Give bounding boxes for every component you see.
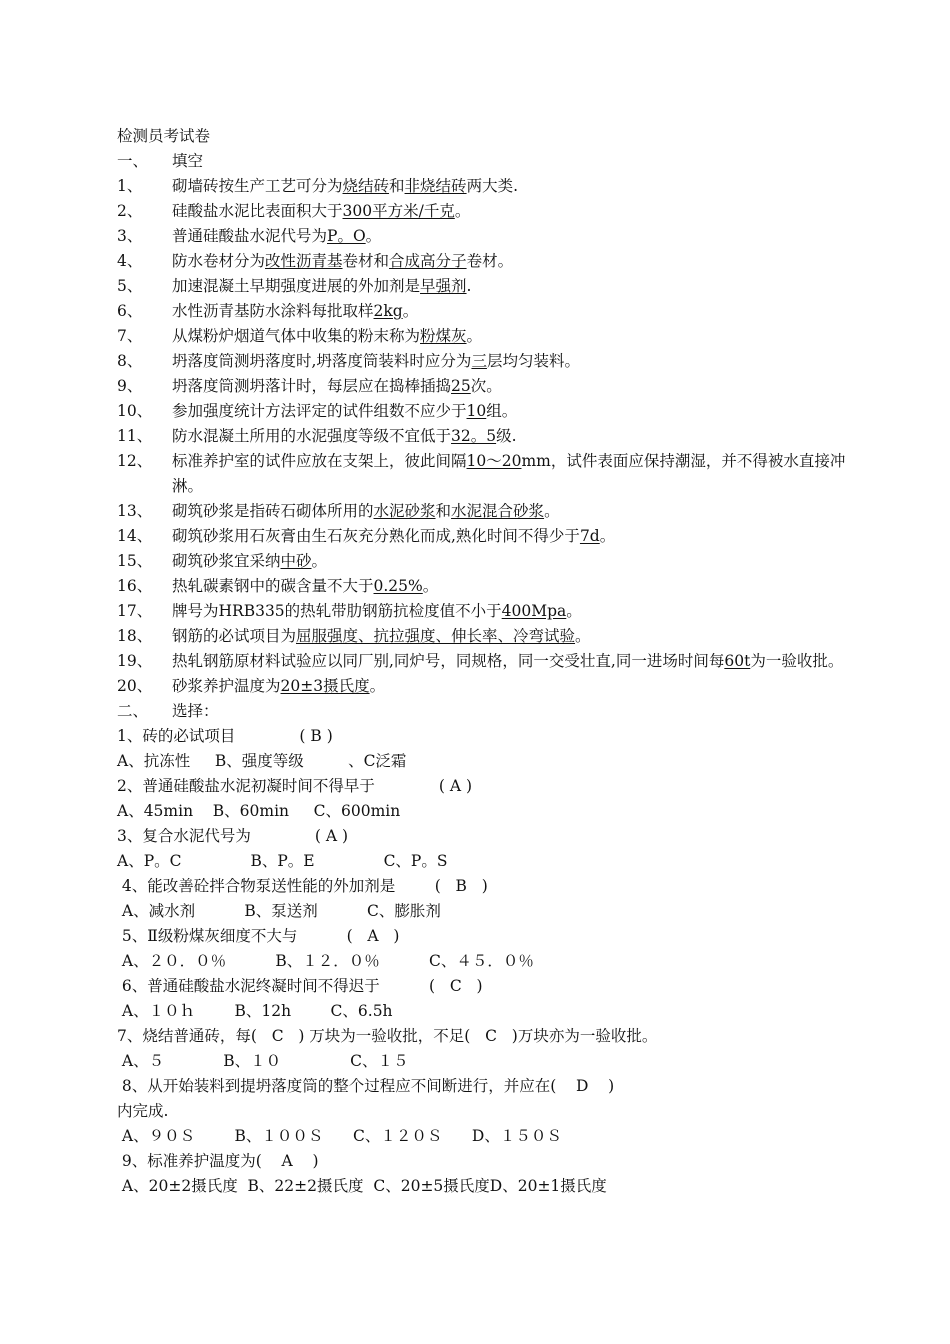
section-number: 二、: [117, 702, 149, 720]
question-fragment: 标准养护室的试件应放在支架上，彼此间隔: [172, 452, 467, 470]
question-fragment: 硅酸盐水泥比表面积大于: [172, 202, 343, 220]
fill-in-question: [117, 624, 847, 649]
answer-text: 粉煤灰: [420, 327, 467, 345]
answer-text: 400Mpa: [501, 602, 567, 620]
choice-options: A、45min B、60min C、600min: [117, 802, 401, 820]
question-text: [172, 349, 847, 374]
question-fragment: 卷材。: [466, 252, 514, 270]
section-choice-heading: [117, 699, 847, 724]
answer-text: 水泥混合砂浆: [451, 502, 545, 520]
answer-text: 合成高分子: [389, 252, 467, 270]
question-number: 12、: [117, 452, 153, 470]
fill-in-question: [117, 374, 847, 399]
question-fragment: 次。: [470, 377, 502, 395]
choice-options: A、９０Ｓ B、１００Ｓ C、１２０Ｓ D、１５０Ｓ: [117, 1127, 562, 1145]
question-fragment: 水性沥青基防水涂料每批取样: [172, 302, 374, 320]
question-text: [172, 649, 847, 674]
section-number: 一、: [117, 152, 149, 170]
fill-in-question: [117, 399, 847, 424]
question-fragment: 普通硅酸盐水泥代号为: [172, 227, 328, 245]
question-number: 16、: [117, 577, 153, 595]
question-number: 1、: [117, 177, 143, 195]
question-text: [172, 199, 847, 224]
question-fragment: 砂浆养护温度为: [172, 677, 281, 695]
answer-text: 300平方米/千克: [342, 202, 455, 220]
choice-options: A、抗冻性 B、强度等级 、C泛霜: [117, 752, 407, 770]
fill-in-question: [117, 674, 847, 699]
fill-in-question: [117, 524, 847, 549]
question-text: [172, 599, 847, 624]
answer-text: 25: [451, 377, 471, 395]
question-text: [172, 324, 847, 349]
question-fragment: 砌墙砖按生产工艺可分为: [172, 177, 343, 195]
question-fragment: 和: [389, 177, 405, 195]
question-number: 3、: [117, 227, 143, 245]
question-number: 11、: [117, 427, 153, 445]
choice-question: 6、普通硅酸盐水泥终凝时间不得迟于 ( C ): [117, 977, 483, 995]
question-number: 20、: [117, 677, 153, 695]
choice-options: A、20±2摄氏度 B、22±2摄氏度 C、20±5摄氏度D、20±1摄氏度: [117, 1177, 607, 1195]
choice-question: 8、从开始装料到提坍落度筒的整个过程应不间断进行，并应在( D ): [117, 1077, 615, 1095]
question-number: 13、: [117, 502, 153, 520]
question-fragment: 。: [365, 227, 382, 245]
question-text: [172, 574, 847, 599]
fill-in-question: [117, 299, 847, 324]
question-fragment: 坍落度筒测坍落计时，每层应在捣棒插捣: [172, 377, 452, 395]
question-number: 15、: [117, 552, 153, 570]
choice-question: 1、砖的必试项目 ( B ): [117, 727, 333, 745]
question-fragment: 。: [566, 602, 582, 620]
section-label: 选择：: [172, 702, 219, 720]
answer-text: 屈服强度、抗拉强度、伸长率、冷弯试验: [296, 627, 576, 645]
question-fragment: 。: [422, 577, 439, 595]
answer-text: 水泥砂浆: [373, 502, 436, 520]
choice-options: A、５ B、１０ C、１５: [117, 1052, 409, 1070]
question-text: [172, 524, 847, 549]
question-number: 2、: [117, 202, 143, 220]
fill-in-question: [117, 549, 847, 574]
fill-in-question: [117, 224, 847, 249]
fill-in-question: [117, 574, 847, 599]
answer-text: 非烧结砖: [404, 177, 467, 195]
question-text: [172, 374, 847, 399]
question-fragment: 钢筋的必试项目为: [172, 627, 297, 645]
question-fragment: 牌号为HRB335的热轧带肋钢筋抗检度值不小于: [172, 602, 502, 620]
answer-text: 2kg: [373, 302, 403, 320]
question-fragment: 参加强度统计方法评定的试件组数不应少于: [172, 402, 467, 420]
question-fragment: 。: [466, 327, 483, 345]
answer-text: 10～20: [466, 452, 522, 470]
question-number: 7、: [117, 327, 143, 345]
choice-options: A、２０．０％ B、１２．０％ C、４５．０％: [117, 952, 534, 970]
question-fragment: 为一验收批。: [750, 652, 844, 670]
choice-question: 9、标准养护温度为( A ): [117, 1152, 319, 1170]
question-fragment: 卷材和: [342, 252, 390, 270]
answer-text: 10: [466, 402, 487, 420]
answer-text: 60t: [724, 652, 751, 670]
answer-text: 20±3摄氏度: [280, 677, 370, 695]
choice-question: 4、能改善砼拌合物泵送性能的外加剂是 ( B ): [117, 877, 488, 895]
question-text: [172, 249, 847, 274]
question-fragment: 级.: [496, 427, 517, 445]
question-text: [172, 549, 847, 574]
question-text: [172, 674, 847, 699]
answer-text: P。O: [327, 227, 366, 245]
question-fragment: 。: [369, 677, 386, 695]
answer-text: 32。5: [451, 427, 497, 445]
question-fragment: .: [466, 277, 472, 295]
question-text: [172, 399, 847, 424]
choice-question: 7、烧结普通砖，每( C ) 万块为一验收批，不足( C )万块亦为一验收批。: [117, 1027, 658, 1045]
question-fragment: 加速混凝土早期强度进展的外加剂是: [172, 277, 421, 295]
question-text: [172, 624, 847, 649]
answer-text: 中砂: [280, 552, 312, 570]
question-fragment: 。: [454, 202, 471, 220]
question-number: 10、: [117, 402, 153, 420]
question-fragment: 砌筑砂浆宜采纳: [172, 552, 281, 570]
question-number: 9、: [117, 377, 143, 395]
question-fragment: 。: [311, 552, 328, 570]
question-number: 5、: [117, 277, 143, 295]
question-text: [172, 424, 847, 449]
question-text: [172, 449, 847, 499]
question-fragment: 砌筑砂浆用石灰膏由生石灰充分熟化而成,熟化时间不得少于: [172, 527, 580, 545]
fill-in-question: [117, 599, 847, 624]
fill-in-question: [117, 449, 847, 499]
answer-text: 三: [471, 352, 487, 370]
choice-question: 3、复合水泥代号为 ( A ): [117, 827, 349, 845]
question-number: 6、: [117, 302, 143, 320]
question-number: 14、: [117, 527, 153, 545]
choice-options: A、P。C B、P。E C、P。S: [117, 852, 448, 870]
answer-text: 早强剂: [420, 277, 467, 295]
choice-question-list: [117, 724, 847, 1199]
fill-in-question: [117, 499, 847, 524]
fill-in-question: [117, 324, 847, 349]
document-content: [117, 124, 847, 1199]
question-fragment: 。: [575, 627, 591, 645]
answer-text: 烧结砖: [342, 177, 390, 195]
question-fragment: 热轧碳素钢中的碳含量不大于: [172, 577, 374, 595]
section-fill-in-heading: [117, 149, 847, 174]
answer-text: 7d: [579, 527, 600, 545]
question-fragment: 和: [435, 502, 452, 520]
question-text: [172, 499, 847, 524]
fill-in-question: [117, 424, 847, 449]
fill-in-question: [117, 274, 847, 299]
question-fragment: 热轧钢筋原材料试验应以同厂别,同炉号，同规格，同一交受壮直,同一进场时间每: [172, 652, 725, 670]
question-fragment: 防水混凝土所用的水泥强度等级不宜低于: [172, 427, 452, 445]
document-title: 检测员考试卷: [117, 127, 211, 145]
choice-options: 内完成.: [117, 1102, 169, 1120]
question-number: 19、: [117, 652, 153, 670]
question-fragment: 从煤粉炉烟道气体中收集的粉末称为: [172, 327, 421, 345]
choice-options: A、减水剂 B、泵送剂 C、膨胀剂: [117, 902, 441, 920]
fill-in-question: [117, 349, 847, 374]
answer-text: 改性沥青基: [265, 252, 343, 270]
question-text: [172, 299, 847, 324]
fill-in-question-list: [117, 174, 847, 699]
question-text: [172, 174, 847, 199]
question-number: 4、: [117, 252, 143, 270]
question-fragment: 。: [599, 527, 616, 545]
question-fragment: 两大类.: [466, 177, 518, 195]
fill-in-question: [117, 174, 847, 199]
question-fragment: 砌筑砂浆是指砖石砌体所用的: [172, 502, 374, 520]
fill-in-question: [117, 649, 847, 674]
choice-question: 5、Ⅱ级粉煤灰细度不大与 ( A ): [117, 927, 400, 945]
question-fragment: 。: [544, 502, 560, 520]
question-text: [172, 224, 847, 249]
question-fragment: 防水卷材分为: [172, 252, 266, 270]
question-number: 17、: [117, 602, 153, 620]
question-fragment: 。: [402, 302, 419, 320]
question-fragment: mm，试件表面应保持潮湿，并不得被水直接冲淋。: [172, 452, 846, 495]
choice-question: 2、普通硅酸盐水泥初凝时间不得早于 ( A ): [117, 777, 473, 795]
fill-in-question: [117, 249, 847, 274]
question-fragment: 层均匀装料。: [486, 352, 580, 370]
question-number: 8、: [117, 352, 143, 370]
choice-options: A、１０ｈ B、12h C、6.5h: [117, 1002, 393, 1020]
fill-in-question: [117, 199, 847, 224]
question-number: 18、: [117, 627, 153, 645]
question-fragment: 组。: [486, 402, 518, 420]
question-fragment: 坍落度筒测坍落度时,坍落度筒装料时应分为: [172, 352, 472, 370]
answer-text: 0.25%: [373, 577, 423, 595]
section-label: 填空: [172, 152, 204, 170]
question-text: [172, 274, 847, 299]
